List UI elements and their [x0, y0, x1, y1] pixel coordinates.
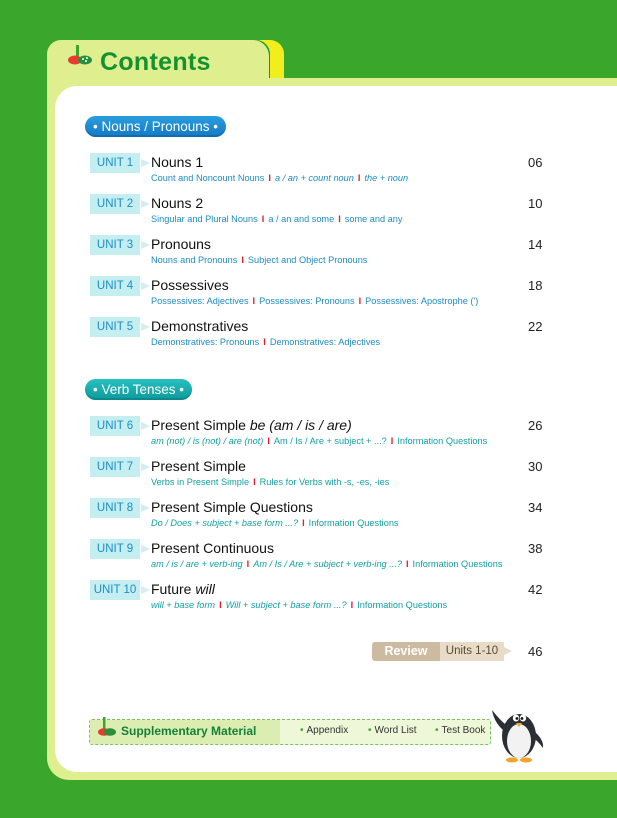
page-title: Contents [100, 48, 211, 76]
page-number: 30 [528, 459, 543, 474]
page-number: 10 [528, 196, 543, 211]
unit-title: Present Simple [151, 458, 246, 474]
unit-title: Present Simple Questions [151, 499, 313, 515]
unit-badge: UNIT 4 [90, 276, 140, 296]
supplementary-item-appendix[interactable]: • Appendix [300, 725, 349, 736]
review-units: Units 1-10 [440, 642, 504, 661]
page-number: 26 [528, 418, 543, 433]
unit-subtitle: Verbs in Present Simple I Rules for Verbs with -s, -es, -ies [151, 477, 390, 487]
unit-subtitle: Possessives: Adjectives I Possessives: Pronouns I Possessives: Apostrophe (') [151, 296, 479, 306]
unit-title: Nouns 1 [151, 154, 204, 170]
page-number: 18 [528, 278, 543, 293]
unit-title: Pronouns [151, 236, 211, 252]
page-number: 38 [528, 541, 543, 556]
unit-subtitle: Count and Noncount Nouns I a / an + count noun I the + noun [151, 173, 409, 183]
page-number: 14 [528, 237, 543, 252]
page-number: 42 [528, 582, 543, 597]
unit-subtitle: am / is / are + verb-ing I Am / Is / Are + subject + verb-ing ...? I Information Questions [151, 559, 503, 569]
section-title-verb-tenses: • Verb Tenses • [85, 379, 192, 400]
unit-title: Possessives [151, 277, 229, 293]
unit-badge: UNIT 10 [90, 580, 140, 600]
page-number: 34 [528, 500, 543, 515]
unit-subtitle: Demonstratives: Pronouns I Demonstratives: Adjectives [151, 337, 381, 347]
unit-badge: UNIT 1 [90, 153, 140, 173]
unit-title: Demonstratives [151, 318, 249, 334]
unit-badge: UNIT 6 [90, 416, 140, 436]
review-page-number: 46 [528, 644, 543, 659]
bookmark-icon [97, 717, 117, 739]
supplementary-item-word-list[interactable]: • Word List [368, 725, 417, 736]
supplementary-item-test-book[interactable]: • Test Book [435, 725, 486, 736]
unit-badge: UNIT 3 [90, 235, 140, 255]
page-number: 22 [528, 319, 543, 334]
unit-badge: UNIT 8 [90, 498, 140, 518]
unit-subtitle: am (not) / is (not) / are (not) I Am / Is / Are + subject + ...? I Information Questions [151, 436, 488, 446]
review-button[interactable]: Review [372, 642, 440, 661]
unit-title: Present Simple be (am / is / are) [151, 417, 352, 433]
supplementary-label: Supplementary Material [121, 724, 257, 738]
penguin-mascot [490, 700, 546, 764]
section-title-nouns-pronouns: • Nouns / Pronouns • [85, 116, 226, 137]
unit-badge: UNIT 9 [90, 539, 140, 559]
bookmark-icon [67, 44, 93, 68]
unit-subtitle: Singular and Plural Nouns I a / an and some I some and any [151, 214, 403, 224]
page-number: 06 [528, 155, 543, 170]
unit-badge: UNIT 2 [90, 194, 140, 214]
unit-badge: UNIT 5 [90, 317, 140, 337]
unit-badge: UNIT 7 [90, 457, 140, 477]
unit-title: Future will [151, 581, 215, 597]
unit-title: Nouns 2 [151, 195, 204, 211]
unit-title: Present Continuous [151, 540, 274, 556]
unit-subtitle: Do / Does + subject + base form ...? I Information Questions [151, 518, 399, 528]
unit-subtitle: will + base form I Will + subject + base form ...? I Information Questions [151, 600, 448, 610]
unit-subtitle: Nouns and Pronouns I Subject and Object Pronouns [151, 255, 368, 265]
